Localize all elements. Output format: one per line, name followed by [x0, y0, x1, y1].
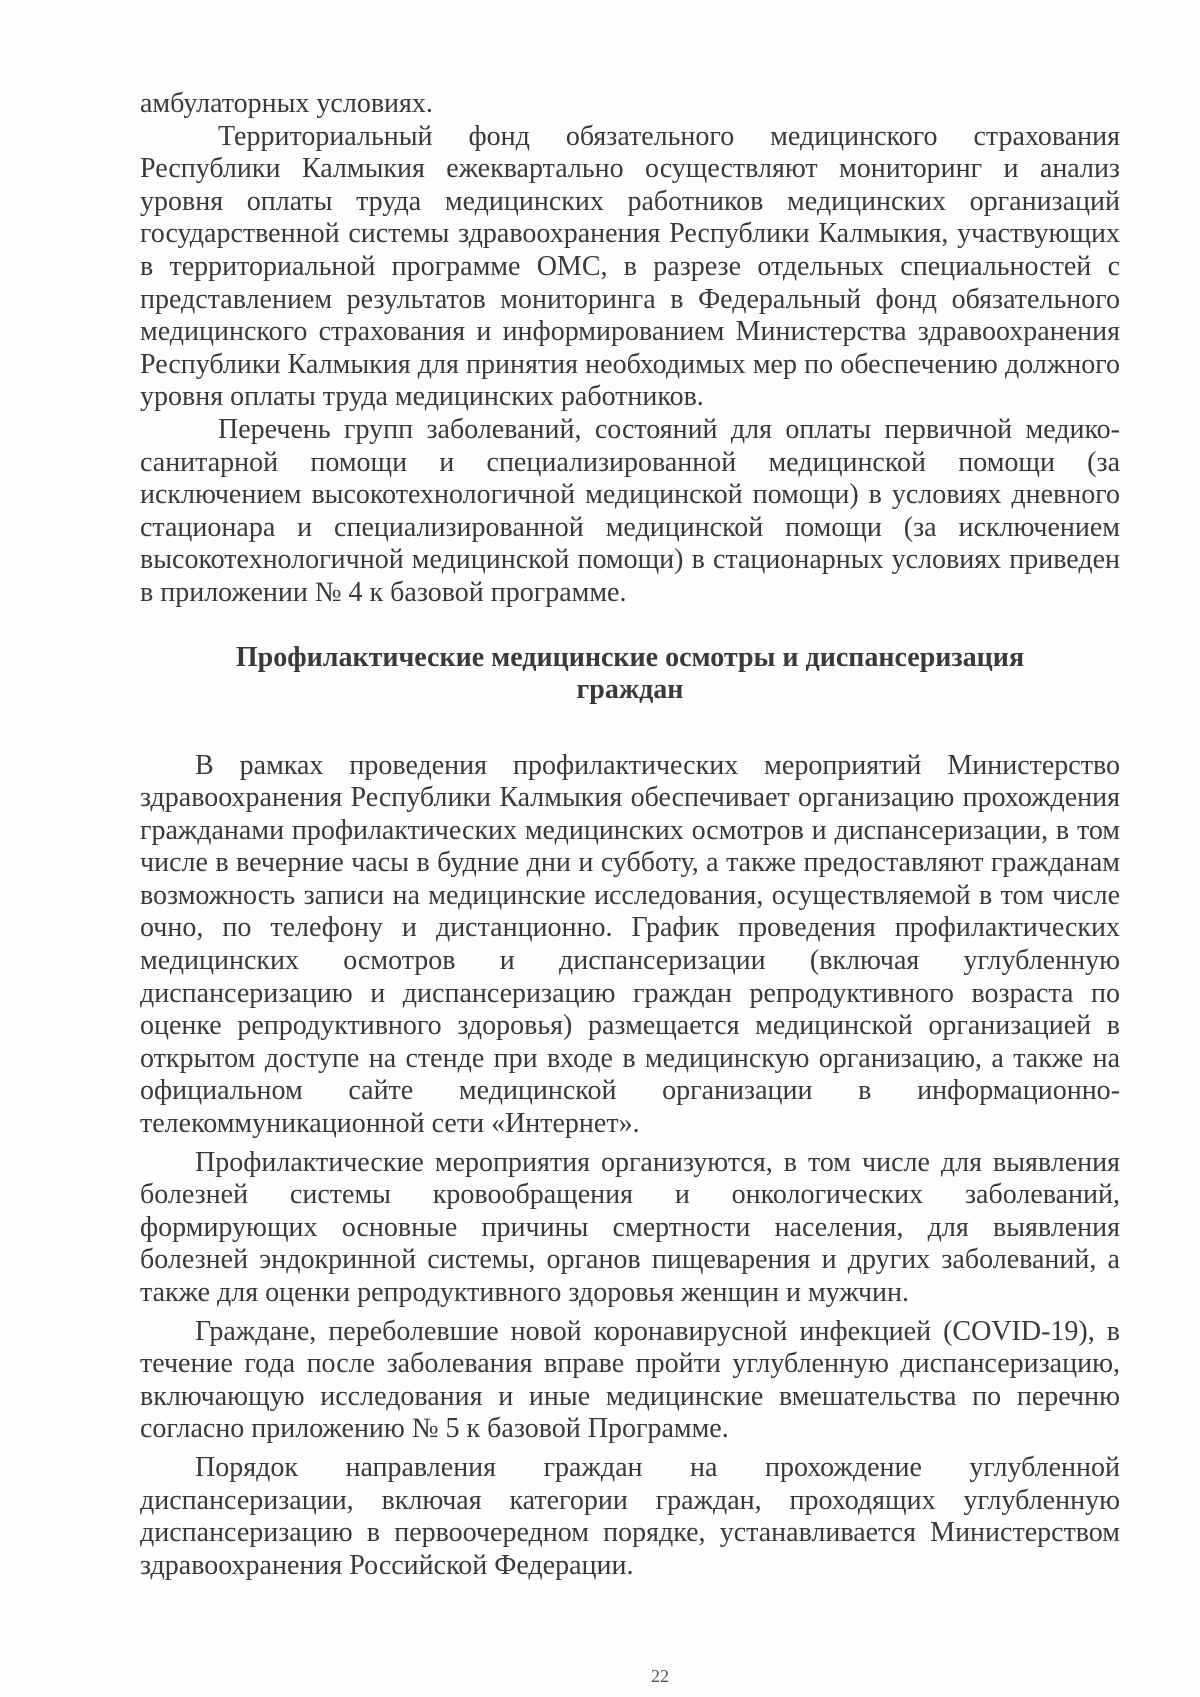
paragraph-continuation: амбулаторных условиях.	[140, 88, 433, 119]
paragraph-preventive-measures: В рамках проведения профилактических мероприятий Министерство здравоохранения Республики Калмыкия обеспечивает организацию прохождения гражданами профилактических медицинских осмотров и диспансеризации, в том числе в вечерние часы в будние дни и субботу, а также предоставляют гражданам возможность записи на медицинские исследования, осуществляемой в том числе очно, по телефону и дистанционно. График проведения профилактических медицинских осмотров и диспансеризации (включая углубленную диспансеризацию и диспансеризацию граждан репродуктивного возраста по оценке репродуктивного здоровья) размещается медицинской организацией в открытом доступе на стенде при входе в медицинскую организацию, а также на официальном сайте медицинской организации в информационно-телекоммуникационной сети «Интернет».	[140, 749, 1120, 1140]
section-preventive-exams	[140, 750, 1120, 1583]
paragraph-procedure: Порядок направления граждан на прохождение углубленной диспансеризации, включая категории граждан, проходящих углубленную диспансеризацию в первоочередном порядке, устанавливается Министерством здравоохранения Российской Федерации.	[140, 1451, 1120, 1581]
paragraph-covid: Граждане, переболевшие новой коронавирусной инфекцией (COVID-19), в течение года после заболевания вправе пройти углубленную диспансеризацию, включающую исследования и иные медицинские вмешательства по перечню согласно приложению № 5 к базовой Программе.	[140, 1315, 1120, 1445]
section-heading-line-2: граждан	[576, 673, 684, 705]
section-heading-line-1: Профилактические медицинские осмотры и диспансеризация	[235, 641, 1025, 673]
paragraph-preventive-goals: Профилактические мероприятия организуются, в том числе для выявления болезней системы кровообращения и онкологических заболеваний, формирующих основные причины смертности населения, для выявления болезней эндокринной системы, органов пищеварения и других заболеваний, а также для оценки репродуктивного здоровья женщин и мужчин.	[140, 1146, 1120, 1308]
page-number: 22	[651, 1666, 669, 1686]
document-body	[140, 88, 1120, 1588]
section-heading	[140, 642, 1120, 706]
paragraph-monitoring: Территориальный фонд обязательного медицинского страхования Республики Калмыкия ежеквартально осуществляют мониторинг и анализ уровня оплаты труда медицинских работников медицинских организаций государственной системы здравоохранения Республики Калмыкия, участвующих в территориальной программе ОМС, в разрезе отдельных специальностей с представлением результатов мониторинга в Федеральный фонд обязательного медицинского страхования и информированием Министерства здравоохранения Республики Калмыкия для принятия необходимых мер по обеспечению должного уровня оплаты труда медицинских работников.	[140, 120, 1120, 413]
paragraph-disease-groups: Перечень групп заболеваний, состояний для оплаты первичной медико-санитарной помощи и специализированной медицинской помощи (за исключением высокотехнологичной медицинской помощи) в условиях дневного стационара и специализированной медицинской помощи (за исключением высокотехнологичной медицинской помощи) в стационарных условиях приведен в приложении № 4 к базовой программе.	[140, 413, 1120, 608]
